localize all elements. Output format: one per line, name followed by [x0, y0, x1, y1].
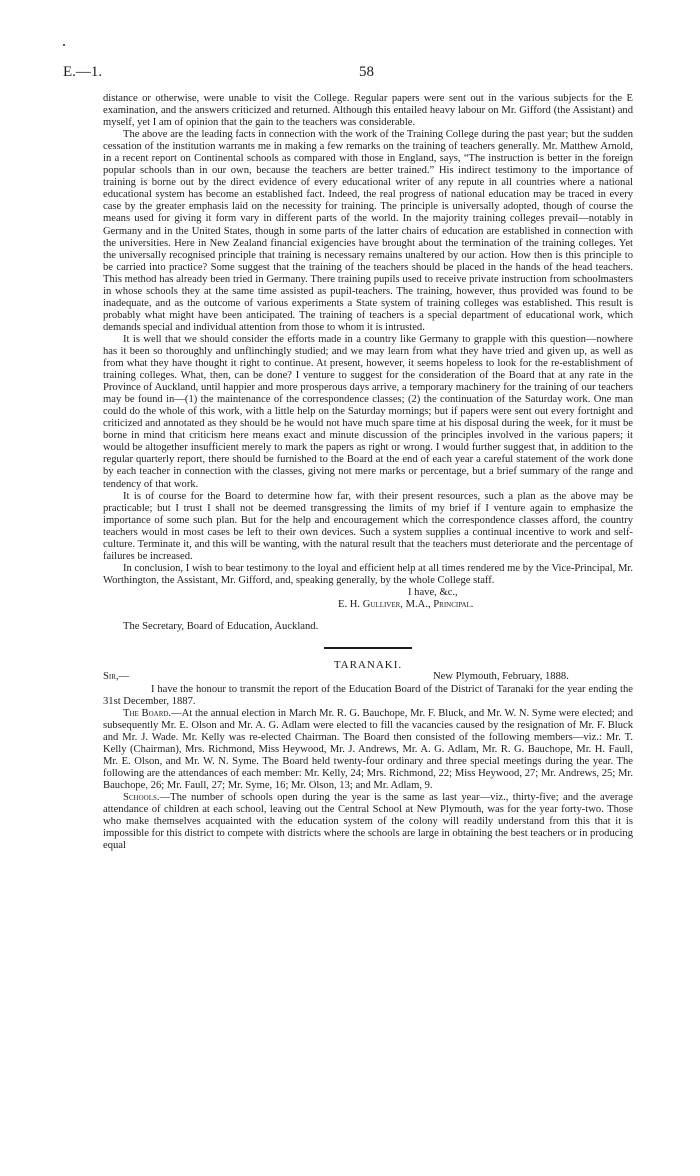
board-paragraph — [103, 708, 633, 792]
page-header — [63, 64, 640, 82]
schools-text: —The number of schools open during the year is the same as last year—viz., thirty-five; and the average attendance of children at each school, leaving out the Central School at New Plymouth, was for the year forty-two. Those who make themselves acquainted with the education system of the colony will readily understand from this that it is impossible for this district to compete with districts where the schools are large in obtaining the best teachers or in producing equal — [103, 792, 633, 852]
paragraph: It is well that we should consider the efforts made in a country like Germany to grapple with this question—nowhere has it been so thoroughly and unflinchingly studied; and we may learn from what they have tried and given up, as well as from what they have thought it right to continue. At present, however, it seems hopeless to look for the re-establishment of training colleges. What, then, can be done? I venture to suggest for the consideration of the Board that at any rate in the Province of Auckland, until happier and more prosperous days arrive, a temporary machinery for the training of our teachers may be found in—(1) the maintenance of the correspondence classes; (2) the continuation of the Saturday work. One man could do the whole of this work, with a little help on the Saturday mornings; but if papers were sent out every fortnight and criticized and annotated as they should be he would not have much spare time at his disposal during the week, for it must be borne in mind that criticism here means exact and minute discussion of the principles involved in the various papers; it would be altogether insufficient merely to mark the papers as right or wrong. I would further suggest that, in addition to the regular quarterly report, there should be furnished to the Board at the end of each year a careful statement of the work done by each teacher in connection with the classes, giving not mere marks or percentage, but a brief summary of the range and tendency of that work. — [103, 333, 633, 490]
board-label: The Board. — [123, 707, 172, 719]
schools-label: Schools. — [123, 792, 160, 804]
salutation-row — [103, 671, 633, 684]
section-divider — [324, 647, 412, 649]
closing-line: I have, &c., — [408, 586, 458, 598]
body-text — [103, 93, 633, 852]
paragraph: The above are the leading facts in connection with the work of the Training College during the past year; but the sudden cessation of the institution warrants me in making a few remarks on the training of teachers generally. Mr. Matthew Arnold, in a recent report on Continental schools as compared with those in England, says, “The instruction is better in the foreign popular schools than in our own, because the teachers are better trained.” His indirect testimony to the importance of training is borne out by the direct evidence of every educational writer of any repute in all countries where a national educational system has become an established fact. Indeed, the real progress of national education may be traced in every case by the greater emphasis laid on the necessity for training. The principle is universally adopted, though of course the means used for giving it form vary in different parts of the world. In the majority training colleges prevail—notably in Germany and in the United States, though in some parts of the latter chairs of education are established in connection with the universities. Here in New Zealand financial exigencies have brought about the termination of the training colleges. Yet the universally recognised principle that training is necessary remains unaltered by our action. How then is this principle to be carried into practice? Some suggest that the training of the teachers should be placed in the hands of the head teachers. This method has already been tried in Germany. There training pupils used to receive private instruction from schoolmasters in whose schools they at the same time assisted as pupil-teachers. The training, however, thus provided was found to be inadequate, and as the outcome of various experiments a State system of training colleges was established. This result is probably what might have been anticipated. The training of teachers is a special department of educational work, which demands special and individual attention from those to whom it is intrusted. — [103, 129, 633, 333]
schools-paragraph — [103, 792, 633, 852]
section-title: TARANAKI. — [333, 658, 403, 671]
page-number: 58 — [359, 64, 374, 80]
board-text: —At the annual election in March Mr. R. G. Bauchope, Mr. F. Bluck, and Mr. W. N. Syme were elected; and subsequently Mr. E. Olson and Mr. A. G. Adlam were elected to fill the vacancies caused by the resignation of Mr. F. Bluck and Mr. J. Wade. Mr. Kelly was re-elected Chairman. The Board then consisted of the following members—viz.: Mr. T. Kelly (Chairman), Mrs. Richmond, Miss Heywood, Mr. J. Andrews, Mr. A. G. Adlam, Mr. R. G. Bauchope, Mr. H. Faull, Mr. E. Olson, and Mr. W. N. Syme. The Board held twenty-four ordinary and three special meetings during the year. The following are the attendances of each member: Mr. Kelly, 24; Mrs. Richmond, 22; Miss Heywood, 27; Mr. Andrews, 25; Mr. Bauchope, 26; Mr. Faull, 27; Mr. Syme, 16; Mr. Olson, 13; and Mr. Adlam, 9. — [103, 707, 633, 791]
signature — [103, 599, 633, 611]
paragraph: It is of course for the Board to determine how far, with their present resources, such a plan as the above may be practicable; but I trust I shall not be deemed transgressing the limits of my brief if I venture again to emphasize the importance of some such plan. But for the help and encouragement which the correspondence classes afford, the country teachers would in most cases be left to their own devices. Such a system supplies a continual incentive to work and self-culture. Terminate it, and this will be wanting, with the natural result that the teachers must deteriorate and the percentage of failures be increased. — [103, 490, 633, 562]
paragraph: distance or otherwise, were unable to visit the College. Regular papers were sent out in the various subjects for the E examination, and the answers criticized and returned. Although this entailed heavy labour on Mr. Gifford (the Assistant) and myself, yet I am of opinion that the gain to the teachers was considerable. — [103, 93, 633, 129]
place-date: New Plymouth, February, 1888. — [433, 670, 569, 682]
intro-paragraph: I have the honour to transmit the report of the Education Board of the District of Taranaki for the year ending the 31st December, 1887. — [103, 683, 633, 707]
scan-mark — [63, 44, 65, 46]
paragraph: In conclusion, I wish to bear testimony to the loyal and efficient help at all times rendered me by the Vice-Principal, Mr. Worthington, the Assistant, Mr. Gifford, and, speaking generally, by the whole College staff. — [103, 562, 633, 586]
document-code: E.—1. — [63, 64, 103, 80]
salutation: Sir,— — [103, 670, 130, 682]
addressee: The Secretary, Board of Education, Auckland. — [123, 621, 319, 633]
signature-text: E. H. Gulliver, M.A., Principal. — [338, 598, 474, 610]
